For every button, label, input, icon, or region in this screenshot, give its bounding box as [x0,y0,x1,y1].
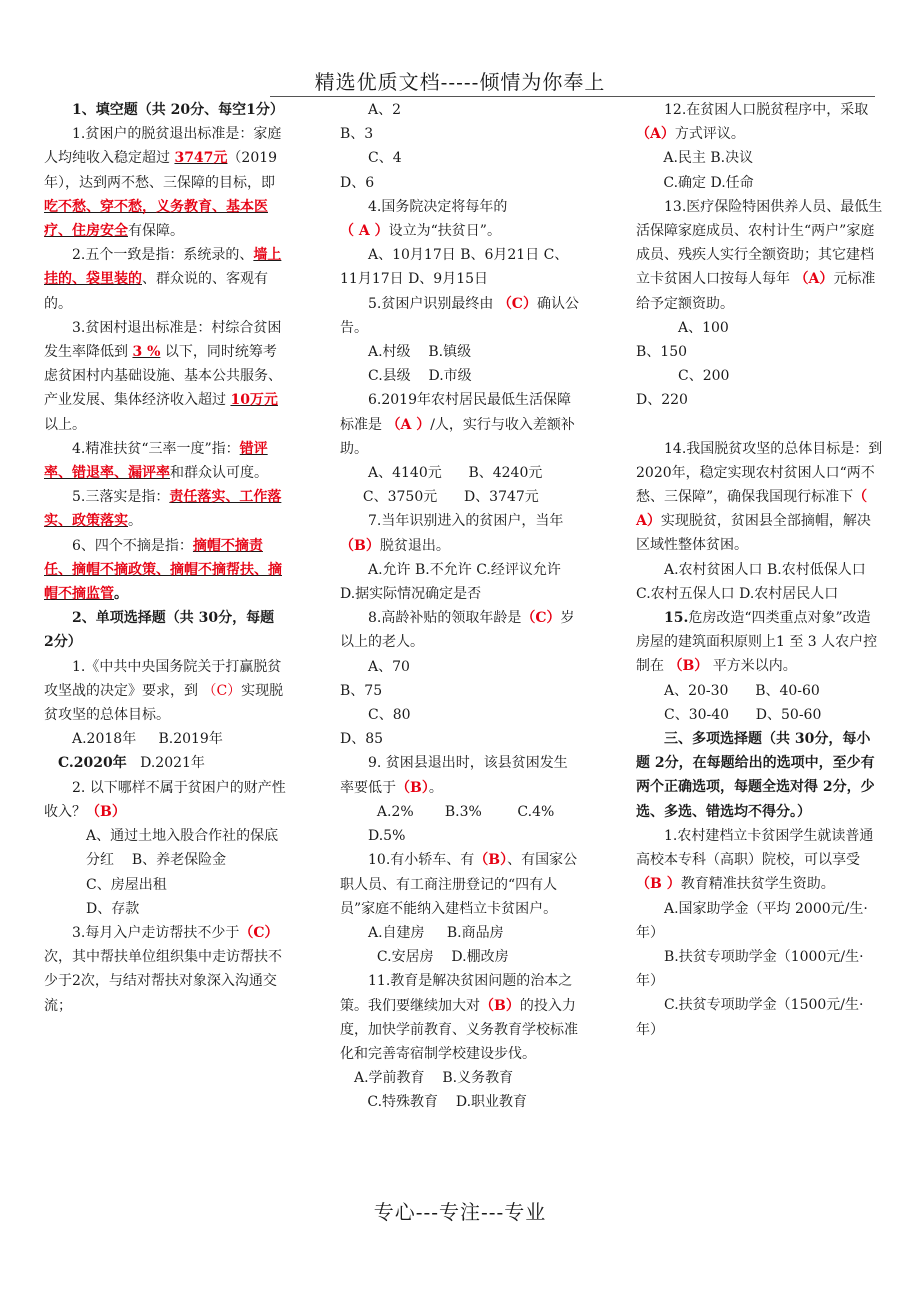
question-2-14: 14.我国脱贫攻坚的总体目标是：到2020年，稳定实现农村贫困人口“两不愁、三保障”，确保我国现行标准下（ A）实现脱贫，贫困县全部摘帽，解决区域性整体贫困。 [636,440,883,554]
column-1 [44,98,288,1018]
options-row: A、10月17日 B、6月21日 C、11月17日 D、9月15日 [340,247,569,288]
option-line: B、75 [340,682,383,699]
question-2-6: 6.2019年农村居民最低生活保障标准是 （A ）/人，实行与收入差额补助。 [340,392,575,457]
option-line: A、100 [678,319,729,336]
options-row: A、4140元 B、4240元 [368,465,543,482]
options-row: A.村级 B.镇级 [368,344,472,361]
section-title-multi-choice: 三、多项选择题（共 30分，每小题 2分，在每题给出的选项中，至少有两个正确选项，每题全选对得 2分，少选、多选、错选均不得分。） [636,731,875,820]
option-line: A.国家助学金（平均 2000元/生·年） [636,900,868,941]
question-2-10: 10.有小轿车、有（B）、有国家公职人员、有工商注册登记的“四有人员”家庭不能纳入建档立卡贫困户。 [340,852,578,917]
option-line: B.扶贫专项助学金（1000元/生·年） [636,948,864,990]
options-row: A、20-30 B、40-60 [664,682,820,699]
options-row: C.特殊教育 D.职业教育 [367,1094,528,1111]
question-1-2: 2.五个一致是指：系统录的、墙上挂的、袋里装的、群众说的、客观有的。 [44,247,282,312]
page-header: 精选优质文档-----倾情为你奉上 [314,70,606,94]
option-line: C.扶贫专项助学金（1500元/生·年） [636,997,864,1038]
question-2-13: 13.医疗保险特困供养人员、最低生活保障家庭成员、农村计生“两户”家庭成员、残疾人实行全额资助；其它建档立卡贫困人口按每人每年 （A）元标准给予定额资助。 [636,198,883,312]
option-line: D.5% [368,828,406,845]
section-title-single-choice: 2、单项选择题（共 30分，每题 2分） [44,610,275,651]
question-1-6: 6、四个不摘是指：摘帽不摘责任、摘帽不摘政策、摘帽不摘帮扶、摘帽不摘监管。 [44,537,282,603]
question-1-4: 4.精准扶贫“三率一度”指：错评率、错退率、漏评率和群众认可度。 [44,440,268,482]
blank-line [636,413,884,437]
question-3-1: 1.农村建档立卡贫困学生就读普通高校本专科（高职）院校，可以享受（B ）教育精准扶贫学生资助。 [636,827,874,893]
page-footer: 专心---专注---专业 [373,1200,547,1224]
question-2-4: 4.国务院决定将每年的 [368,198,508,215]
options-row: A、通过土地入股合作社的保底分红 B、养老保险金 [86,828,279,869]
options-row: A.自建房 B.商品房 [368,924,504,941]
options-row: A.2018年 B.2019年 [72,731,223,748]
column-3 [636,98,884,1042]
options-row: A.民主 B.决议 [663,150,754,167]
option-line: D、220 [636,392,688,409]
option-line: C、4 [368,150,402,167]
options-row: C、30-40 D、50-60 [664,706,822,723]
section-title-fill-blank: 1、填空题（共 20分、每空1分） [72,102,284,118]
options-row: A.学前教育 B.义务教育 [354,1070,514,1087]
options-row: A.2% B.3% C.4% [376,803,555,820]
option-line: D、85 [340,731,384,748]
options-row: C.安居房 D.棚改房 [376,949,509,966]
options-row: C.县级 D.市级 [368,368,472,385]
option-line: A、70 [368,658,410,675]
question-2-12: 12.在贫困人口脱贫程序中，采取（A）方式评议。 [636,102,869,143]
question-2-8: 8.高龄补贴的领取年龄是（C）岁以上的老人。 [340,610,575,651]
question-2-9: 9. 贫困县退出时，该县贫困发生率要低于（B）。 [340,755,568,796]
options-row: D、存款 [86,900,140,917]
question-2-15: 15.危房改造“四类重点对象”改造房屋的建筑面积原则上1 至 3 人农户控制在 （B） 平方米以内。 [636,610,878,675]
options-row: C.确定 D.任命 [663,174,754,191]
column-2 [340,98,580,1115]
options-row: A.允许 B.不允许 C.经评议允许 D.据实际情况确定是否 [340,561,561,603]
question-2-7: 7.当年识别进入的贫困户，当年（B）脱贫退出。 [340,513,564,554]
question-2-11: 11.教育是解决贫困问题的治本之策。我们要继续加大对（B）的投入力度，加快学前教育、义务教育学校标准化和完善寄宿制学校建设步伐。 [340,973,578,1062]
option-line: B、150 [636,344,688,361]
option-line: B、3 [340,126,374,143]
question-2-3: 3.每月入户走访帮扶不少于（C）次，其中帮扶单位组织集中走访帮扶不少于2次，与结对帮扶对象深入沟通交流； [44,924,282,1014]
question-1-1: 1.贫困户的脱贫退出标准是：家庭人均纯收入稳定超过 3747元（2019年），达到两不愁、三保障的目标，即 吃不愁、穿不愁，义务教育、基本医疗、住房安全有保障。 [44,126,282,240]
options-row: A.农村贫困人口 B.农村低保人口 C.农村五保人口 D.农村居民人口 [636,561,866,602]
question-1-3: 3.贫困村退出标准是：村综合贫困发生率降低到 3 % 以下，同时统筹考虑贫困村内基础设施、基本公共服务、产业发展、集体经济收入超过 10万元 以上。 [44,319,282,433]
options-row: C、3750元 D、3747元 [362,489,539,506]
question-1-5: 5.三落实是指：责任落实、工作落实、政策落实。 [44,489,282,530]
options-row: C.2020年 D.2021年 [58,755,205,772]
option-line: C、80 [368,707,411,724]
question-2-5: 5.贫困户识别最终由 （C）确认公告。 [340,295,579,336]
option-line: C、200 [678,368,730,385]
header-divider [270,96,875,97]
question-2-1: 1.《中共中央国务院关于打赢脱贫攻坚战的决定》要求，到 （C）实现脱贫攻坚的总体目标。 [44,658,284,724]
option-line: A、2 [368,102,402,118]
question-2-2: 2. 以下哪样不属于贫困户的财产性收入？（B） [44,779,286,820]
option-line: D、6 [340,174,375,191]
options-row: C、房屋出租 [86,876,167,893]
question-2-4-answer: （ A ）设立为“扶贫日”。 [340,223,501,240]
